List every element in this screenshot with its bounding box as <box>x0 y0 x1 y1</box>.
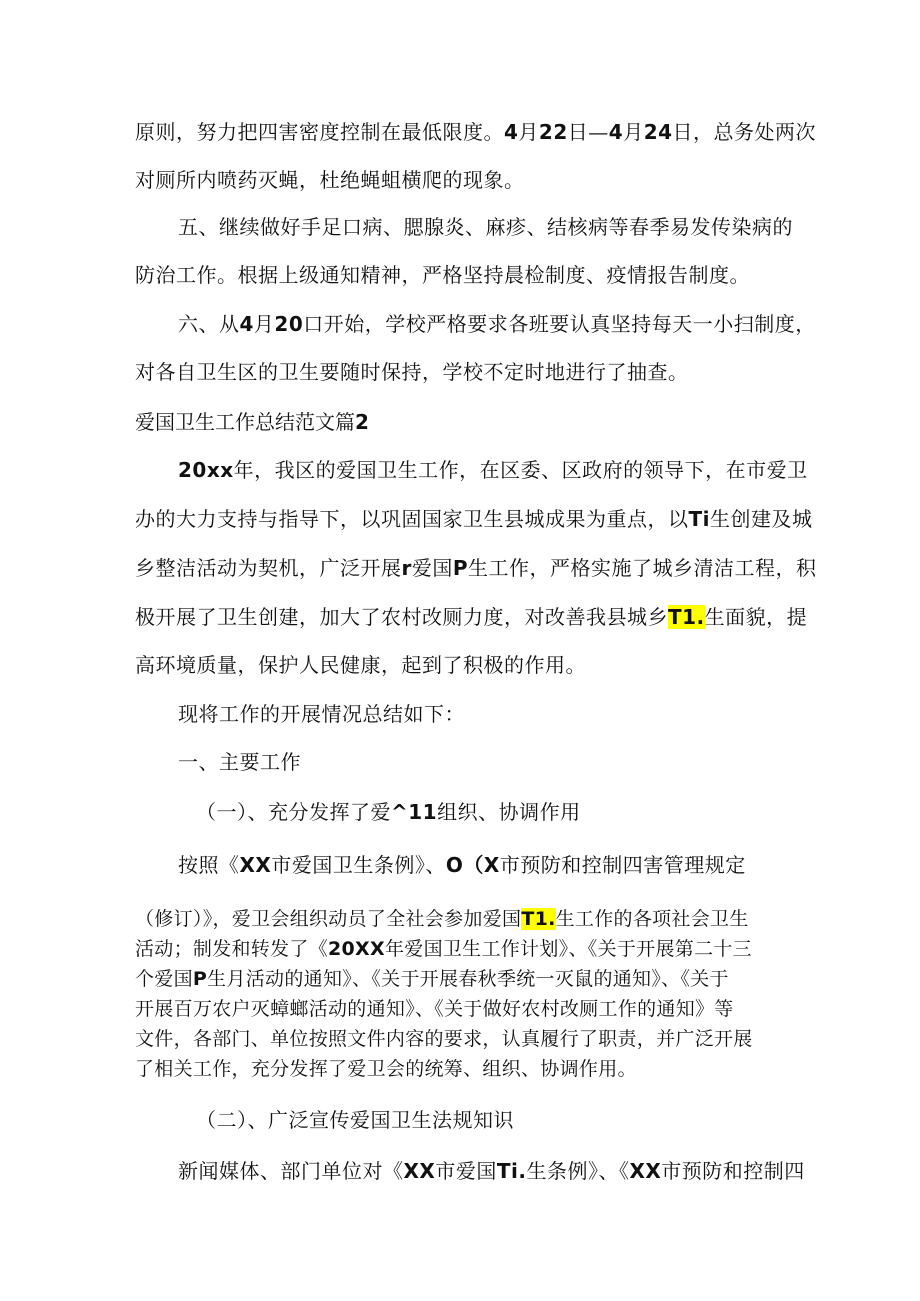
text-run: 市爱国 <box>435 1159 497 1183</box>
text-run: 六、从 <box>178 312 240 336</box>
text-run: 月 <box>623 120 644 144</box>
text-run: 生月活动的通知》、《关于开展春秋季统一灭鼠的通知》、《关于 <box>207 968 729 990</box>
paragraph-line <box>178 1159 805 1183</box>
text-run: Ti <box>688 507 710 531</box>
text-run: 按照《 <box>178 853 240 877</box>
text-run: 年爱国卫生工作计划》、《关于开展第二十三 <box>384 938 752 960</box>
text-run: 办的大力支持与指导下，以巩固国家卫生县城成果为重点，以 <box>135 507 689 531</box>
text-run: 4 <box>608 120 624 144</box>
paragraph-line: 五、继续做好手足口病、腮腺炎、麻疹、结核病等春季易发传染病的 <box>178 215 793 239</box>
text-run: 爱国 <box>411 556 453 580</box>
text-run: 24 <box>643 120 673 144</box>
text-run: O（X <box>445 853 500 877</box>
paragraph-line: 防治工作。根据上级通知精神，严格坚持晨检制度、疫情报告制度。 <box>135 263 750 287</box>
text-run: 4 <box>239 312 254 336</box>
text-run: 生条例》、《 <box>526 1159 630 1183</box>
text-run: ^11 <box>391 800 438 824</box>
text-run: 生面貌，提 <box>704 605 808 629</box>
text-run: 市预防和控制四 <box>661 1159 805 1183</box>
text-run: 22 <box>538 120 568 144</box>
paragraph-line <box>135 120 816 144</box>
text-run: 生创建及城 <box>710 507 813 531</box>
text-run: （一）、充分发挥了爱 <box>196 800 391 824</box>
paragraph-line <box>135 507 813 531</box>
paragraph-line: 了相关工作，充分发挥了爱卫会的统筹、组织、协调作用。 <box>135 1058 637 1080</box>
text-run: 乡整洁活动为契机，广泛开展 <box>135 556 402 580</box>
text-run: 生工作的各项社会卫生 <box>555 908 749 930</box>
paragraph-line: 开展百万农户灭蟑螂活动的通知》、《关于做好农村改厕工作的通知》等 <box>135 998 734 1020</box>
text-run: 年，我区的爱国卫生工作，在区委、区政府的领导下，在市爱卫 <box>233 458 808 482</box>
text-run: 组织、协调作用 <box>437 800 581 824</box>
text-run: 个爱国 <box>135 968 193 990</box>
text-run: 日，总务处两次 <box>672 120 817 144</box>
section-heading <box>135 410 369 434</box>
text-run: Ti. <box>496 1159 527 1183</box>
text-run: 20XX <box>328 938 385 960</box>
paragraph-line: 文件，各部门、单位按照文件内容的要求，认真履行了职责，并广泛开展 <box>135 1028 753 1050</box>
paragraph-line: 现将工作的开展情况总结如下： <box>178 702 465 726</box>
heading-text: 爱国卫生工作总结范文篇 <box>135 410 355 434</box>
paragraph-line: 对各自卫生区的卫生要随时保持，学校不定时地进行了抽查。 <box>135 360 689 384</box>
text-run: P <box>452 556 469 580</box>
text-run: 20xx <box>178 458 234 482</box>
text-run: 4 <box>504 120 519 144</box>
paragraph-line <box>178 312 816 336</box>
text-run: 新闻媒体、部门单位对《 <box>178 1159 404 1183</box>
text-run: r <box>401 556 412 580</box>
text-run: XX <box>629 1159 662 1183</box>
paragraph-line <box>178 458 808 482</box>
subsection-heading <box>196 800 581 824</box>
text-run: 市预防和控制四害管理规定 <box>499 853 746 877</box>
paragraph-line <box>135 556 817 580</box>
paragraph-line <box>135 967 729 991</box>
text-run: P <box>192 968 208 990</box>
text-run: 月 <box>253 312 275 336</box>
text-run: XX <box>403 1159 436 1183</box>
paragraph-line: 对厕所内喷药灭蝇，杜绝蝇蛆横爬的现象。 <box>135 168 525 192</box>
paragraph-line <box>135 605 807 629</box>
text-run: （修订）》，爱卫会组织动员了全社会参加爱国 <box>135 908 522 930</box>
paragraph-line <box>178 853 746 877</box>
text-run: 市爱国卫生条例》、 <box>271 853 446 877</box>
text-run: 日— <box>567 120 609 144</box>
paragraph-line <box>135 937 752 961</box>
text-run: 原则，努力把四害密度控制在最低限度。 <box>135 120 504 144</box>
paragraph-line <box>135 907 749 931</box>
highlighted-text: T1. <box>521 908 556 930</box>
text-run: 口开始，学校严格要求各班要认真坚持每天一小扫制度， <box>303 312 816 336</box>
heading-number: 2 <box>355 410 369 434</box>
text-run: 生工作，严格实施了城乡清洁工程，积 <box>468 556 817 580</box>
text-run: 月 <box>518 120 539 144</box>
text-run: 极开展了卫生创建，加大了农村改厕力度，对改善我县城乡 <box>135 605 668 629</box>
highlighted-text: T1. <box>668 605 705 629</box>
text-run: 活动；制发和转发了《 <box>135 938 329 960</box>
subsection-heading: （二）、广泛宣传爱国卫生法规知识 <box>196 1108 514 1132</box>
text-run: XX <box>239 853 272 877</box>
subsection-heading: 一、主要工作 <box>178 750 301 774</box>
paragraph-line: 高环境质量，保护人民健康，起到了积极的作用。 <box>135 653 586 677</box>
text-run: 20 <box>274 312 304 336</box>
